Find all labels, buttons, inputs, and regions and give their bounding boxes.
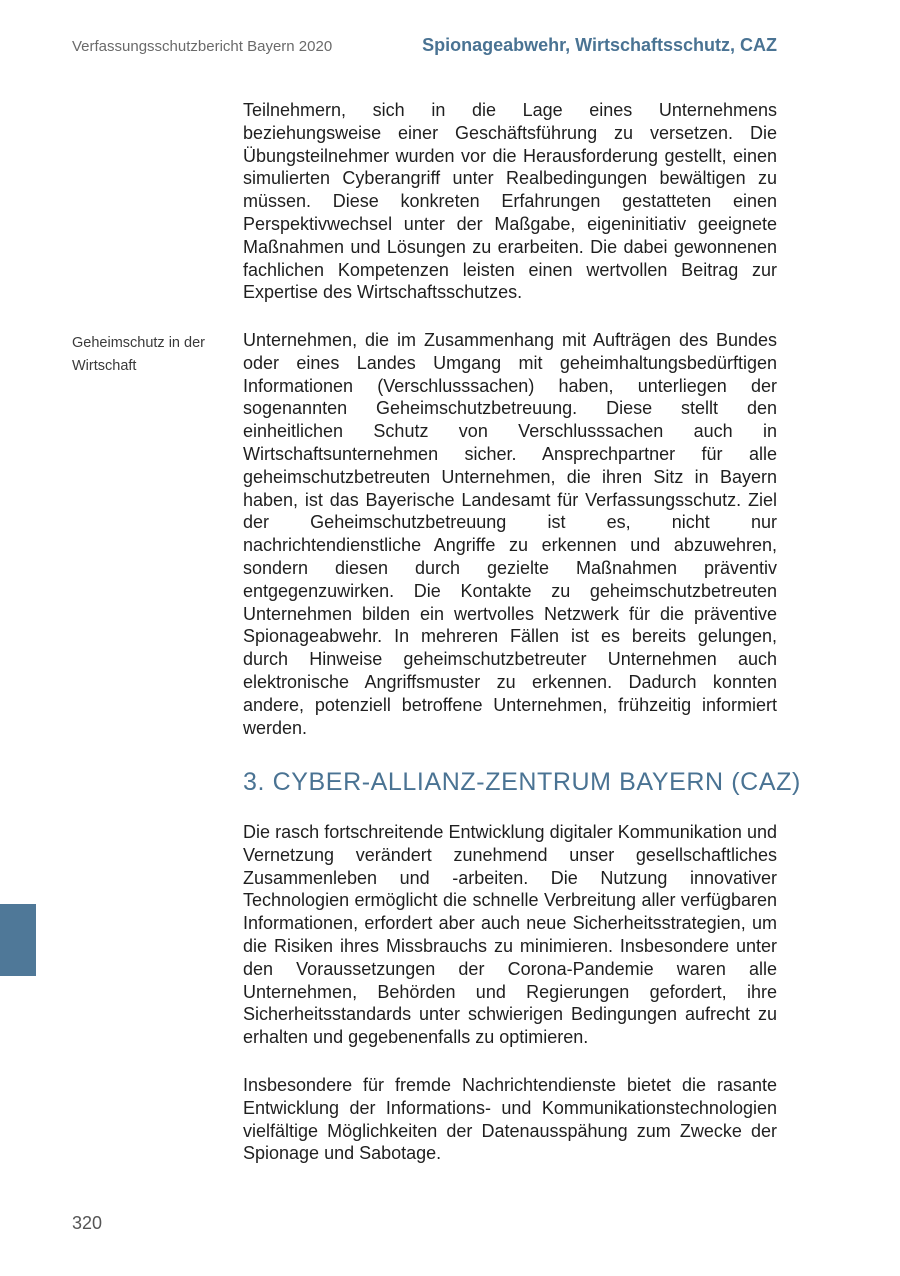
body-paragraph-2: Unternehmen, die im Zusammenhang mit Aufträgen des Bundes oder eines Landes Umgang mit geheimhaltungsbedürftigen Informationen (Verschlusssachen) haben, unterliegen der sogenannten Geheimschutzbetreuung. Diese stellt den einheitlichen Schutz von Verschlusssachen auch in Wirtschaftsunternehmen sicher. Ansprechpartner für alle geheimschutzbetreuten Unternehmen, die ihren Sitz in Bayern haben, ist das Bayerische Landesamt für Verfassungsschutz. Ziel der Geheimschutzbetreuung ist es, nicht nur nachrichtendienstliche Angriffe zu erkennen und abzuwehren, sondern diesen durch gezielte Maßnahmen präventiv entgegenzuwirken. Die Kontakte zu geheimschutzbetreuten Unternehmen bilden ein wertvolles Netzwerk für die präventive Spionageabwehr. In mehreren Fällen ist es bereits gelungen, durch Hinweise geheimschutzbetreuter Unternehmen auch elektronische Angriffsmuster zu erkennen. Dadurch konnten andere, potenziell betroffene Unternehmen, frühzeitig informiert werden. — [243, 330, 777, 738]
running-header-title: Verfassungsschutzbericht Bayern 2020 — [72, 38, 333, 55]
margin-note-line-1: Geheimschutz in der — [72, 335, 205, 351]
running-header-section: Spionageabwehr, Wirtschaftsschutz, CAZ — [422, 35, 777, 55]
margin-note-line-2: Wirtschaft — [72, 358, 137, 374]
section-heading: 3. CYBER-ALLIANZ-ZENTRUM BAYERN (CAZ) — [243, 768, 801, 796]
page-number: 320 — [72, 1213, 103, 1233]
body-paragraph-4: Insbesondere für fremde Nachrichtendienste bietet die rasante Entwicklung der Informations- und Kommunikationstechnologien vielfältige Möglichkeiten der Datenausspähung zum Zwecke der Spionage und Sabotage. — [243, 1075, 777, 1164]
body-paragraph-3: Die rasch fortschreitende Entwicklung digitaler Kommunikation und Vernetzung verändert zunehmend unser gesellschaftliches Zusammenleben und -arbeiten. Die Nutzung innovativer Technologien ermöglicht die schnelle Verbreitung aller verfügbaren Informationen, erfordert aber auch neue Sicherheitsstrategien, um die Risiken ihres Missbrauchs zu minimieren. Insbesondere unter den Voraussetzungen der Corona-Pandemie waren alle Unternehmen, Behörden und Regierungen gefordert, ihre Sicherheitsstandards unter schwierigen Bedingungen aufrecht zu erhalten und gegebenenfalls zu optimieren. — [243, 822, 777, 1048]
body-paragraph-1: Teilnehmern, sich in die Lage eines Unternehmens beziehungsweise einer Geschäftsführung zu versetzen. Die Übungsteilnehmer wurden vor die Herausforderung gestellt, einen simulierten Cyberangriff unter Realbedingungen bewältigen zu müssen. Diese konkreten Erfahrungen gestatteten einen Perspektivwechsel unter der Maßgabe, eigeninitiativ geeignete Maßnahmen und Lösungen zu erarbeiten. Die dabei gewonnenen fachlichen Kompetenzen leisten einen wertvollen Beitrag zur Expertise des Wirtschaftsschutzes. — [243, 100, 777, 303]
margin-note — [72, 332, 222, 378]
chapter-side-tab — [0, 904, 36, 976]
